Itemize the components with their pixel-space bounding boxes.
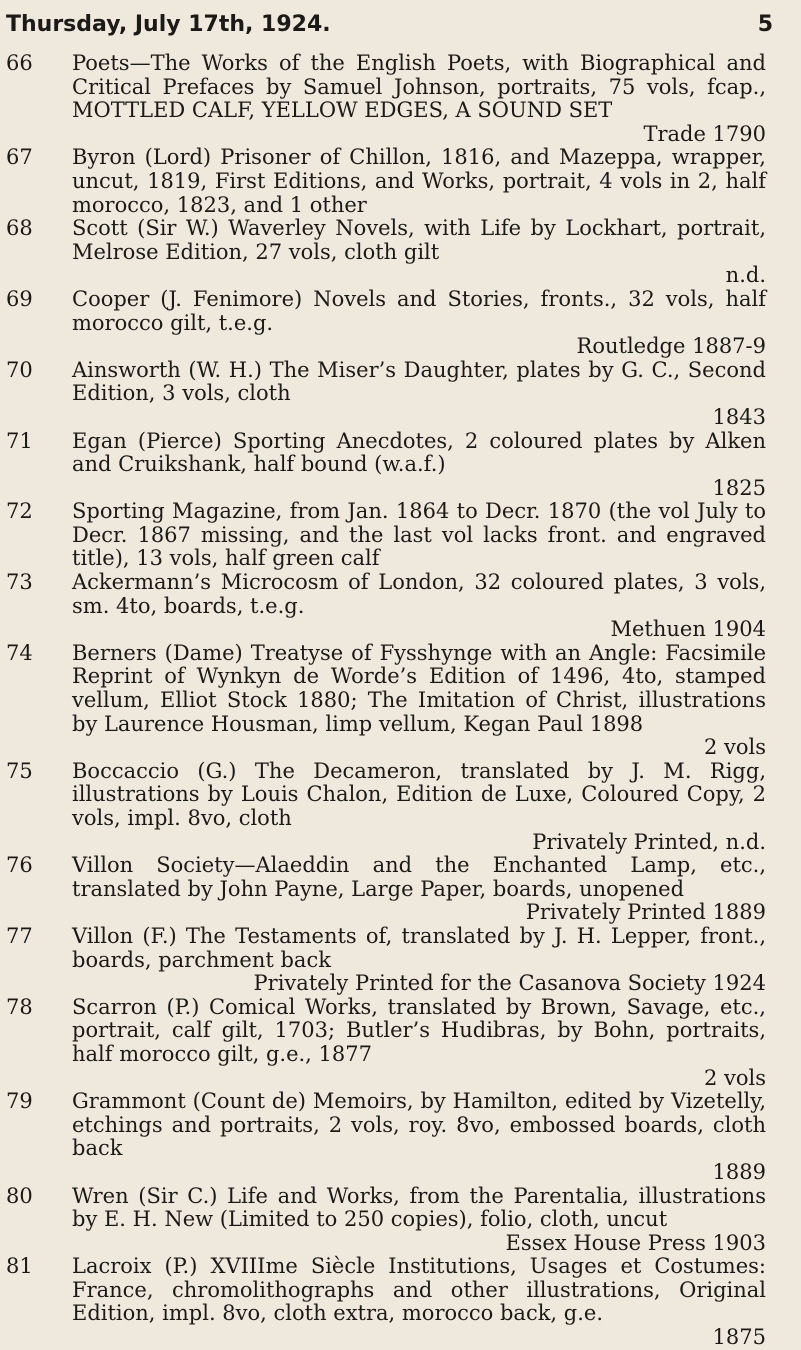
lot-description: Ainsworth (W. H.) The Miser’s Daughter, plates by G. C., Second Edition, 3 vols, cloth (72, 357, 766, 406)
lot-entry (6, 1183, 766, 1256)
lot-description: Berners (Dame) Treatyse of Fysshynge with an Angle: Facsimile Reprint of Wynkyn de Worde’s Edition of 1496, 4to, stamped vellum, Elliot Stock 1880; The Imitation of Christ, illustrations by Laurence Housman, limp vellum, Kegan Paul 1898 (72, 640, 766, 736)
lot-number: 72 (6, 499, 33, 524)
lot-entry (6, 640, 766, 760)
lot-entry (6, 923, 766, 996)
page-header (0, 12, 801, 46)
lot-imprint: n.d. (725, 263, 766, 288)
lot-description: Boccaccio (G.) The Decameron, translated by J. M. Rigg, illustrations by Louis Chalon, Edition de Luxe, Coloured Copy, 2 vols, impl. 8vo, cloth (72, 758, 766, 830)
lot-number: 75 (6, 758, 33, 783)
lot-imprint: Methuen 1904 (610, 617, 766, 642)
lot-number: 69 (6, 286, 33, 311)
lot-number: 71 (6, 428, 33, 453)
lot-imprint: Trade 1790 (643, 121, 766, 146)
lot-number: 80 (6, 1183, 33, 1208)
lot-imprint: Privately Printed 1889 (525, 900, 766, 925)
lot-number: 81 (6, 1254, 33, 1279)
lot-entry (6, 357, 766, 430)
page-number: 5 (757, 12, 773, 37)
sale-date: Thursday, July 17th, 1924. (6, 12, 331, 37)
lot-entry (6, 286, 766, 359)
lot-list (0, 52, 801, 1350)
lot-description: Cooper (J. Fenimore) Novels and Stories, fronts., 32 vols, half morocco gilt, t.e.g. (72, 286, 766, 335)
lot-entry (6, 1254, 766, 1350)
lot-description: Ackermann’s Microcosm of London, 32 coloured plates, 3 vols, sm. 4to, boards, t.e.g. (72, 570, 766, 618)
lot-description: Scott (Sir W.) Waverley Novels, with Life by Lockhart, portrait, Melrose Edition, 27 vols, cloth gilt (72, 216, 766, 264)
lot-description: Grammont (Count de) Memoirs, by Hamilton, edited by Vizetelly, etchings and portraits, 2 vols, roy. 8vo, embossed boards, cloth back (72, 1089, 766, 1161)
lot-entry (6, 994, 766, 1090)
lot-description: Sporting Magazine, from Jan. 1864 to Decr. 1870 (the vol July to Decr. 1867 missing, and the last vol lacks front. and engraved title), 13 vols, half green calf (72, 499, 766, 571)
lot-description: Byron (Lord) Prisoner of Chillon, 1816, and Mazeppa, wrapper, uncut, 1819, First Editions, and Works, portrait, 4 vols in 2, half morocco, 1823, and 1 other (72, 145, 766, 217)
lot-number: 77 (6, 923, 33, 948)
lot-number: 66 (6, 51, 33, 75)
lot-number: 78 (6, 994, 33, 1019)
lot-imprint: Routledge 1887-9 (576, 334, 766, 359)
lot-imprint: 1843 (712, 404, 766, 429)
lot-description: Scarron (P.) Comical Works, translated by Brown, Savage, etc., portrait, calf gilt, 1703; Butler’s Hudibras, by Bohn, portraits, half morocco gilt, g.e., 1877 (72, 994, 766, 1066)
lot-entry (6, 51, 766, 146)
lot-entry (6, 499, 766, 571)
lot-description: Wren (Sir C.) Life and Works, from the Parentalia, illustrations by E. H. New (Limited to 250 copies), folio, cloth, uncut (72, 1183, 766, 1232)
lot-imprint: Privately Printed, n.d. (532, 829, 766, 854)
lot-entry (6, 1089, 766, 1184)
lot-imprint: Privately Printed for the Casanova Society 1924 (253, 971, 766, 996)
lot-imprint: 1825 (712, 475, 766, 500)
lot-entry (6, 145, 766, 217)
lot-number: 67 (6, 145, 33, 170)
lot-entry (6, 570, 766, 642)
lot-imprint: Essex House Press 1903 (505, 1230, 766, 1255)
lot-entry (6, 428, 766, 501)
lot-entry (6, 758, 766, 854)
lot-number: 68 (6, 216, 33, 241)
lot-number: 79 (6, 1089, 33, 1114)
lot-number: 76 (6, 853, 33, 878)
lot-description: Villon Society—Alaeddin and the Enchanted Lamp, etc., translated by John Payne, Large Paper, boards, unopened (72, 853, 766, 901)
lot-number: 74 (6, 640, 33, 665)
lot-entry (6, 216, 766, 288)
lot-description: Lacroix (P.) XVIIIme Siècle Institutions, Usages et Costumes: France, chromolithographs and other illustrations, Original Edition, impl. 8vo, cloth extra, morocco back, g.e. (72, 1254, 766, 1326)
lot-imprint: 2 vols (703, 735, 766, 760)
lot-number: 70 (6, 357, 33, 382)
lot-imprint: 1889 (712, 1159, 766, 1184)
lot-description: Poets—The Works of the English Poets, with Biographical and Critical Prefaces by Samuel Johnson, portraits, 75 vols, fcap., MOTTLED CALF, YELLOW EDGES, A SOUND SET (72, 51, 766, 123)
lot-description: Villon (F.) The Testaments of, translated by J. H. Lepper, front., boards, parchment back (72, 923, 766, 972)
lot-imprint: 2 vols (703, 1065, 766, 1090)
lot-number: 73 (6, 570, 33, 595)
lot-description: Egan (Pierce) Sporting Anecdotes, 2 coloured plates by Alken and Cruikshank, half bound (w.a.f.) (72, 428, 766, 477)
lot-entry (6, 853, 766, 925)
lot-imprint: 1875 (712, 1325, 766, 1350)
